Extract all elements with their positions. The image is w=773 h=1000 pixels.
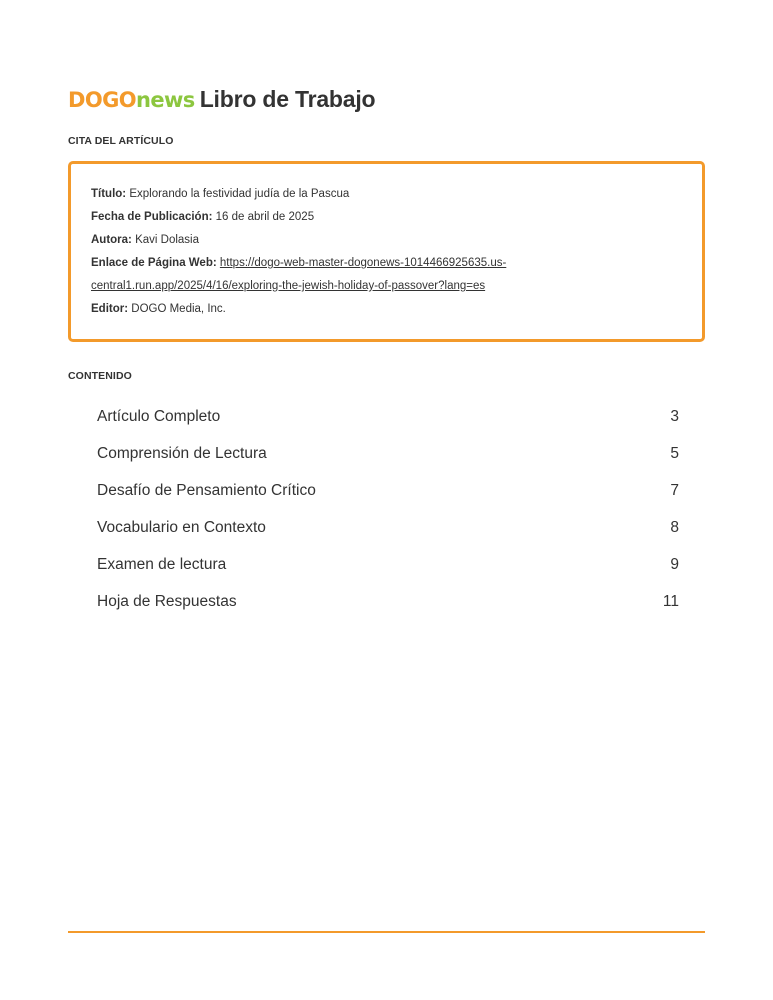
toc-item[interactable]: [97, 583, 679, 620]
contents-section-label: CONTENIDO: [68, 370, 132, 382]
page-header: [68, 86, 375, 113]
toc-item[interactable]: [97, 472, 679, 509]
citation-title-line: [91, 188, 349, 200]
citation-date-label: Fecha de Publicación:: [91, 211, 213, 223]
citation-editor-value: DOGO Media, Inc.: [131, 303, 226, 315]
toc-item-page: 5: [670, 444, 679, 462]
page-title: Libro de Trabajo: [199, 86, 376, 112]
toc-item-page: 9: [670, 555, 679, 573]
toc-item[interactable]: [97, 546, 679, 583]
citation-date-line: [91, 211, 314, 223]
citation-author-label: Autora:: [91, 234, 132, 246]
toc-item-page: 8: [670, 518, 679, 536]
citation-title-value: Explorando la festividad judía de la Pascua: [129, 188, 350, 200]
citation-link-line-2: [91, 280, 485, 292]
toc-item-page: 11: [662, 592, 679, 610]
citation-link-line: [91, 257, 506, 269]
toc-item-label: Vocabulario en Contexto: [97, 518, 266, 536]
toc-item[interactable]: [97, 509, 679, 546]
toc-item-label: Comprensión de Lectura: [97, 444, 267, 462]
toc-item-page: 3: [670, 407, 679, 425]
toc-item-label: Examen de lectura: [97, 555, 227, 573]
toc-item[interactable]: [97, 435, 679, 472]
table-of-contents: [97, 398, 679, 620]
citation-date-value: 16 de abril de 2025: [215, 211, 315, 223]
toc-item-label: Artículo Completo: [97, 407, 221, 425]
citation-link-label: Enlace de Página Web:: [91, 257, 217, 269]
citation-editor-line: [91, 303, 226, 315]
citation-author-value: Kavi Dolasia: [135, 234, 200, 246]
citation-title-label: Título:: [91, 188, 127, 200]
citation-box: [68, 161, 705, 342]
toc-item-label: Desafío de Pensamiento Crítico: [97, 481, 316, 499]
citation-section-label: CITA DEL ARTÍCULO: [68, 135, 174, 147]
toc-item[interactable]: [97, 398, 679, 435]
toc-item-page: 7: [670, 481, 679, 499]
citation-link-part1[interactable]: https://dogo-web-master-dogonews-1014466925635.us-: [219, 257, 507, 269]
citation-editor-label: Editor:: [91, 303, 129, 315]
footer-divider: [68, 931, 705, 933]
dogonews-logo: [68, 90, 195, 111]
toc-item-label: Hoja de Respuestas: [97, 592, 237, 610]
logo-dogo-text: DOGO: [68, 88, 136, 112]
logo-news-text: news: [135, 88, 195, 112]
citation-author-line: [91, 234, 199, 246]
citation-link-part2[interactable]: central1.run.app/2025/4/16/exploring-the-jewish-holiday-of-passover?lang=es: [91, 280, 486, 292]
